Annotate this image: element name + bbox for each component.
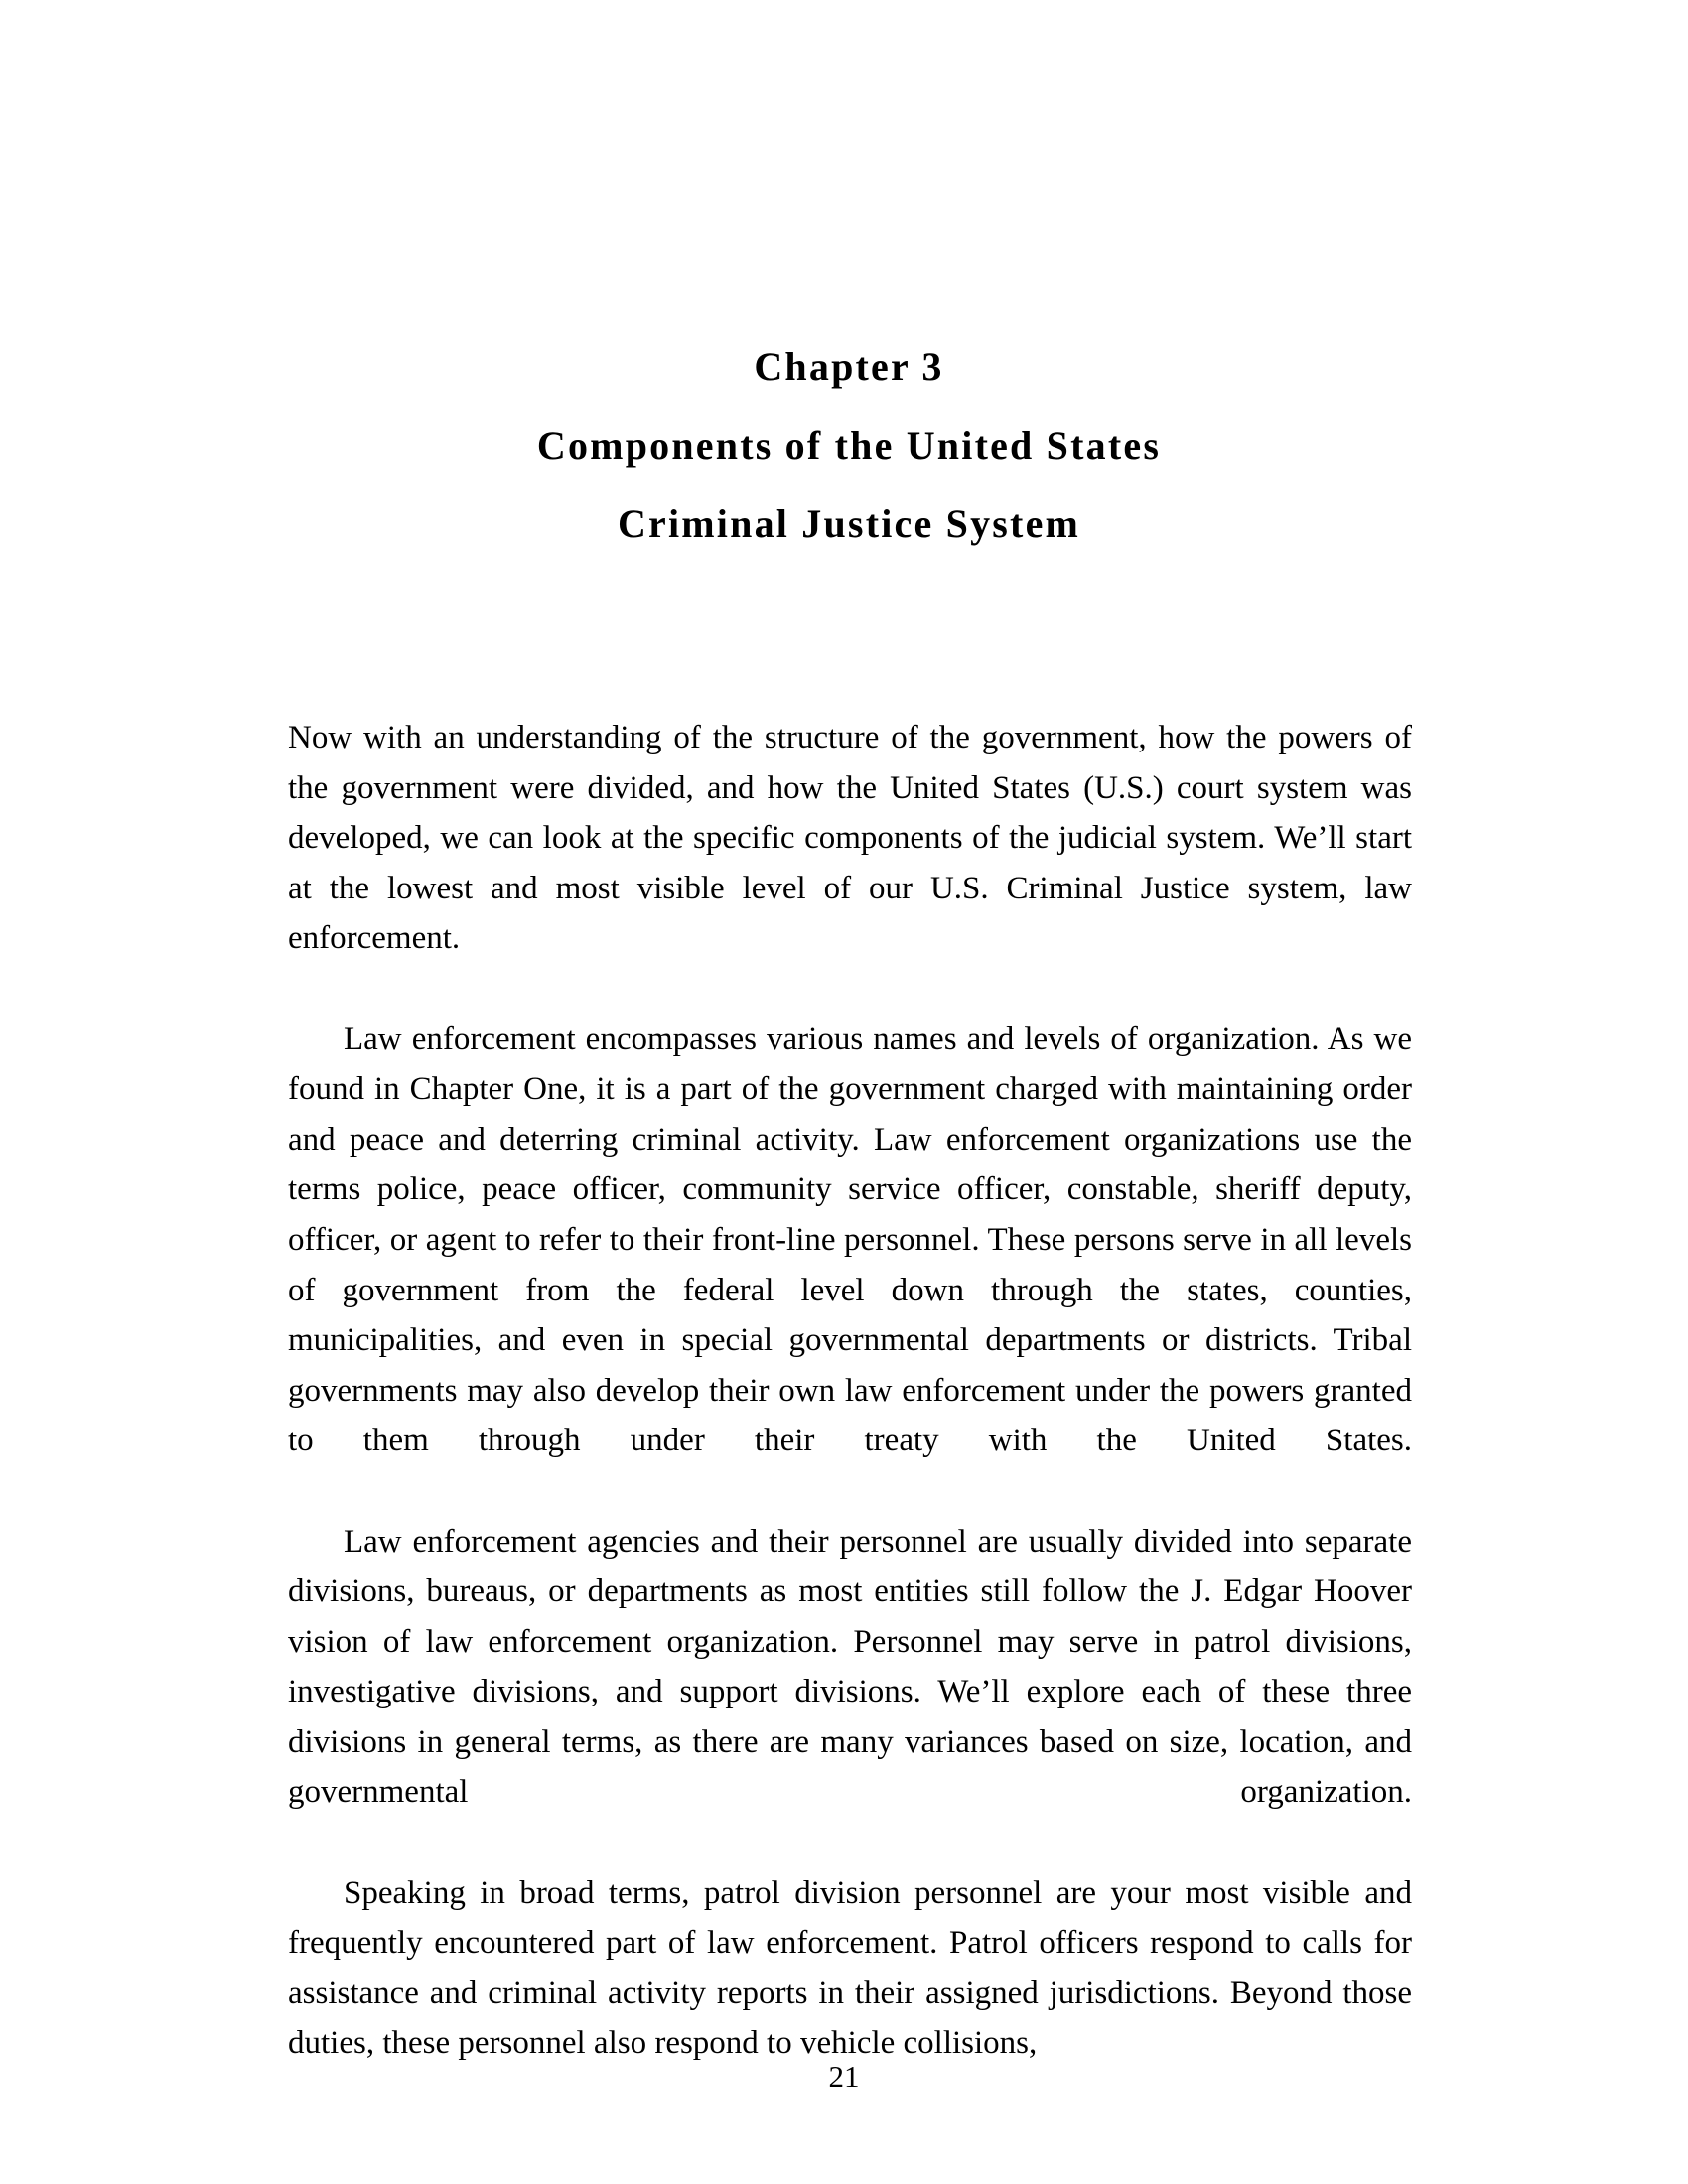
chapter-heading-line-3: Criminal Justice System [617,501,1081,546]
chapter-heading-line-2: Components of the United States [536,423,1162,468]
body-copy [288,713,1412,2069]
body-paragraph: Now with an understanding of the structure of the government, how the powers of the government were divided, and how the United States (U.S.) court system was developed, we can look at the specific components of the judicial system. We’ll start at the lowest and most visible level of our U.S. Criminal Justice system, law enforcement. [288,720,1412,957]
page-number: 21 [828,2059,860,2094]
body-paragraph: Law enforcement encompasses various names and levels of organization. As we found in Chapter One, it is a part of the government charged with maintaining order and peace and deterring criminal activity. Law enforcement organizations use the terms police, peace officer, community service officer, constable, sheriff deputy, officer, or agent to refer to their front-line personnel. These persons serve in all levels of government from the federal level down through the states, counties, municipalities, and even in special governmental departments or districts. Tribal governments may also develop their own law enforcement under the powers granted to them through under their treaty with the United States. [288,1021,1412,1459]
chapter-heading [288,328,1410,563]
body-paragraph: Law enforcement agencies and their personnel are usually divided into separate divisions, bureaus, or departments as most entities still follow the J. Edgar Hoover vision of law enforcement organization. Personnel may serve in patrol divisions, investigative divisions, and support divisions. We’ll explore each of these three divisions in general terms, as there are many variances based on size, location, and governmental organization. [288,1523,1412,1811]
body-paragraph: Speaking in broad terms, patrol division personnel are your most visible and frequently encountered part of law enforcement. Patrol officers respond to calls for assistance and criminal activity reports in their assigned jurisdictions. Beyond those duties, these personnel also respond to vehicle collisions, [288,1874,1412,2062]
chapter-heading-line-1: Chapter 3 [754,344,944,389]
